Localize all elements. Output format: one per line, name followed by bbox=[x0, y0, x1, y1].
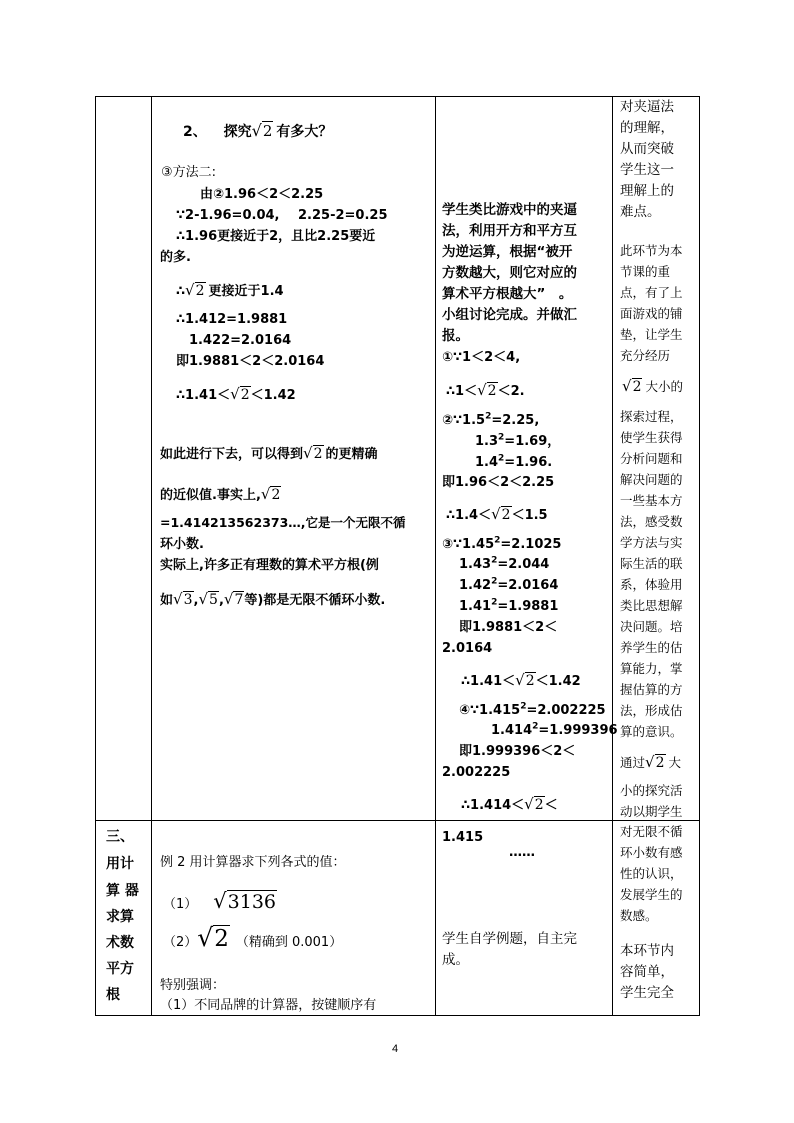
b-para-4: 环小数. bbox=[160, 537, 204, 552]
c-d4 bbox=[459, 597, 559, 614]
r2-c3: 学生自学例题，自主完 bbox=[442, 931, 577, 947]
d-m21: 握估算的方 bbox=[620, 682, 683, 697]
b-para-1-pre: 如此进行下去，可以得到 bbox=[160, 447, 304, 462]
superscript: 2 bbox=[498, 432, 505, 443]
b-line-2b: 2.25-2=0.25 bbox=[298, 208, 388, 223]
sqrt-radicand: 2 bbox=[525, 673, 535, 689]
sqrt-symbol: √ bbox=[515, 671, 525, 689]
r2-b3-post: （精确到 0.001） bbox=[235, 935, 343, 950]
sqrt-radicand: 2 bbox=[534, 797, 544, 813]
d-m15: 际生活的联 bbox=[620, 556, 683, 571]
d-m17: 类比思想解 bbox=[620, 598, 683, 613]
c-c5-post: ＜1.5 bbox=[511, 508, 548, 523]
sqrt-radicand: 2 bbox=[240, 387, 250, 403]
d-m1: 此环节为本 bbox=[620, 243, 683, 258]
c-e1-pre: ④∵1.415 bbox=[459, 703, 521, 718]
title-suffix: 有多大？ bbox=[276, 124, 333, 140]
sqrt-symbol: √ bbox=[491, 505, 501, 523]
sqrt-radicand: 3 bbox=[183, 592, 193, 608]
c-b2-post: ＜2. bbox=[497, 384, 525, 399]
c-a2: 法，利用开方和平方互 bbox=[442, 223, 577, 239]
c-e1 bbox=[459, 701, 606, 718]
r2-a3: 算 器 bbox=[106, 883, 139, 899]
d-m16: 系，体验用 bbox=[620, 577, 683, 592]
sqrt-radicand: 2 bbox=[262, 122, 273, 140]
row-divider bbox=[95, 820, 700, 821]
c-d3 bbox=[459, 576, 559, 593]
sqrt-symbol: √ bbox=[645, 753, 655, 771]
comma: , bbox=[193, 593, 199, 608]
sqrt-radicand: 2 bbox=[501, 507, 511, 523]
d-n1-post: 大 bbox=[668, 755, 682, 770]
d-l3: 从而突破 bbox=[620, 141, 674, 157]
c-a6: 小组讨论完成。并做汇 bbox=[442, 307, 577, 323]
c-b2-pre: ∴1＜ bbox=[446, 384, 478, 399]
sqrt-radicand: 2 bbox=[632, 379, 642, 395]
d-l5: 理解上的 bbox=[620, 183, 674, 199]
r2-a6: 平方 bbox=[106, 961, 134, 977]
r2-a2: 用计 bbox=[106, 856, 134, 872]
b-line-6: ∴1.412=1.9881 bbox=[176, 312, 288, 327]
c-d3-pre: 1.42 bbox=[459, 578, 492, 593]
d-m4: 面游戏的铺 bbox=[620, 306, 683, 321]
r2-b1: 例 2 用计算器求下列各式的值： bbox=[160, 855, 346, 870]
sqrt-symbol: √ bbox=[477, 381, 487, 399]
superscript: 2 bbox=[520, 701, 527, 712]
r2-b3 bbox=[163, 925, 342, 951]
c-d2 bbox=[459, 555, 550, 572]
d-m5: 垫，让学生 bbox=[620, 327, 683, 342]
b-line-4: 的多. bbox=[160, 250, 191, 265]
c-d6: 2.0164 bbox=[442, 641, 493, 656]
sqrt-symbol: √ bbox=[213, 889, 227, 913]
c-a7: 报。 bbox=[442, 328, 469, 344]
sqrt-radicand: 7 bbox=[234, 592, 244, 608]
c-c1-post: =2.25, bbox=[491, 413, 540, 428]
sqrt-radicand: 2 bbox=[655, 755, 665, 771]
c-a5: 算术平方根越大” 。 bbox=[442, 286, 573, 302]
b-para-2-pre: 的近似值.事实上, bbox=[160, 488, 261, 503]
b-para-2 bbox=[160, 487, 281, 502]
d-m3: 点，有了上 bbox=[620, 285, 683, 300]
d-l6: 难点。 bbox=[620, 204, 661, 220]
sqrt-radicand: 2 bbox=[195, 283, 205, 299]
section-title bbox=[183, 123, 332, 139]
c-c3 bbox=[475, 453, 553, 470]
sqrt-radicand: 2 bbox=[271, 487, 281, 503]
d-l2: 的理解， bbox=[620, 120, 674, 136]
sqrt-radicand: 2 bbox=[214, 926, 229, 952]
sqrt-symbol: √ bbox=[197, 923, 214, 952]
title-text: 探究 bbox=[223, 124, 252, 140]
c-c2-post: =1.69， bbox=[504, 434, 561, 449]
c-d7 bbox=[461, 673, 581, 688]
b-line-1: 由②1.96＜2＜2.25 bbox=[200, 187, 324, 202]
col-divider-2 bbox=[435, 96, 436, 1016]
c-c3-pre: 1.4 bbox=[475, 455, 499, 470]
b-line-5-post: 更接近于1.4 bbox=[208, 284, 284, 299]
superscript: 2 bbox=[485, 411, 492, 422]
b-line-9 bbox=[176, 387, 296, 402]
c-c5 bbox=[446, 507, 548, 522]
comma: , bbox=[218, 593, 224, 608]
page-number: 4 bbox=[392, 1043, 399, 1055]
r2-b2-label: （1） bbox=[163, 897, 198, 912]
r2-d6: 本环节内 bbox=[620, 943, 674, 959]
d-m7 bbox=[622, 379, 683, 394]
c-e5 bbox=[461, 797, 558, 812]
r2-c1: 1.415 bbox=[442, 830, 484, 845]
c-e2-pre: 1.414 bbox=[491, 723, 533, 738]
d-m19: 养学生的估 bbox=[620, 640, 683, 655]
r2-d8: 学生完全 bbox=[620, 985, 674, 1001]
sqrt-symbol: √ bbox=[230, 385, 240, 403]
c-b1: ①∵1＜2＜4, bbox=[442, 350, 521, 365]
d-m23: 算的意识。 bbox=[620, 724, 683, 739]
r2-a1: 三、 bbox=[106, 829, 134, 845]
d-m10: 分析问题和 bbox=[620, 451, 683, 466]
title-number: 2、 bbox=[183, 124, 207, 140]
d-m18: 决问题。培 bbox=[620, 619, 683, 634]
r2-b3-label: （2） bbox=[163, 935, 198, 950]
c-e4: 2.002225 bbox=[442, 765, 511, 780]
d-m9: 使学生获得 bbox=[620, 430, 683, 445]
d-m7-post: 大小的 bbox=[645, 379, 683, 394]
c-d1 bbox=[442, 535, 562, 552]
r2-a4: 求算 bbox=[106, 909, 134, 925]
superscript: 2 bbox=[532, 721, 539, 732]
b-para-1 bbox=[160, 446, 378, 461]
superscript: 2 bbox=[498, 453, 505, 464]
r2-d1: 对无限不循 bbox=[620, 824, 683, 839]
b-para-6-pre: 如 bbox=[160, 593, 174, 608]
superscript: 2 bbox=[491, 597, 498, 608]
b-para-5: 实际上,许多正有理数的算术平方根(例 bbox=[160, 558, 379, 573]
r2-b2 bbox=[163, 891, 277, 912]
table-border-top bbox=[95, 96, 700, 97]
r2-c2: …… bbox=[509, 845, 535, 860]
d-m13: 法，感受数 bbox=[620, 514, 683, 529]
c-a4: 方数越大，则它对应的 bbox=[442, 265, 577, 281]
sqrt-symbol: √ bbox=[260, 485, 271, 503]
table-border-bottom bbox=[95, 1015, 700, 1016]
table-border-left bbox=[95, 96, 96, 1016]
b-line-8: 即1.9881＜2＜2.0164 bbox=[176, 354, 325, 369]
b-line-7: 1.422=2.0164 bbox=[189, 333, 292, 348]
c-d2-post: =2.044 bbox=[497, 557, 550, 572]
d-l4: 学生这一 bbox=[620, 162, 674, 178]
d-m14: 学方法与实 bbox=[620, 535, 683, 550]
table-border-right bbox=[699, 96, 700, 1016]
c-d5: 即1.9881＜2＜ bbox=[459, 620, 558, 635]
d-n1-pre: 通过 bbox=[620, 755, 646, 770]
d-n3: 动以期学生 bbox=[620, 804, 683, 819]
b-para-6 bbox=[160, 592, 385, 607]
sqrt-symbol: √ bbox=[622, 377, 632, 395]
c-d1-post: =2.1025 bbox=[500, 537, 562, 552]
sqrt-symbol: √ bbox=[173, 590, 183, 608]
r2-d4: 发展学生的 bbox=[620, 887, 683, 902]
c-a1: 学生类比游戏中的夹逼 bbox=[442, 202, 577, 218]
d-m11: 解决问题的 bbox=[620, 472, 683, 487]
sqrt-radicand: 3136 bbox=[227, 891, 277, 913]
b-para-1-post: 的更精确 bbox=[325, 447, 378, 462]
b-line-5 bbox=[176, 283, 284, 298]
c-d7-post: ＜1.42 bbox=[535, 674, 581, 689]
sqrt-symbol: √ bbox=[524, 795, 534, 813]
col-divider-3 bbox=[612, 96, 613, 1016]
c-c5-pre: ∴1.4＜ bbox=[446, 508, 492, 523]
c-d2-pre: 1.43 bbox=[459, 557, 492, 572]
r2-d2: 环小数有感 bbox=[620, 845, 683, 860]
col-divider-1 bbox=[151, 96, 152, 1016]
c-a3: 为逆运算，根据“被开 bbox=[442, 244, 573, 260]
sqrt-symbol: √ bbox=[251, 121, 262, 140]
c-c1 bbox=[442, 411, 540, 428]
sqrt-symbol: √ bbox=[223, 590, 234, 608]
c-e2 bbox=[491, 721, 618, 738]
sqrt-radicand: 5 bbox=[209, 592, 218, 608]
b-para-3: =1.414213562373…,它是一个无限不循 bbox=[160, 515, 406, 530]
d-n1 bbox=[620, 755, 681, 770]
d-m8: 探索过程， bbox=[620, 409, 683, 424]
sqrt-symbol: √ bbox=[198, 590, 209, 608]
sqrt-symbol: √ bbox=[185, 281, 195, 299]
c-e2-post: =1.999396 bbox=[538, 723, 618, 738]
c-c3-post: =1.96. bbox=[504, 455, 553, 470]
c-b2 bbox=[446, 383, 525, 398]
c-d3-post: =2.0164 bbox=[497, 578, 559, 593]
d-m12: 一些基本方 bbox=[620, 493, 683, 508]
c-d4-pre: 1.41 bbox=[459, 599, 492, 614]
b-line-9-pre: ∴1.41＜ bbox=[176, 388, 231, 403]
method-heading: ③方法二: bbox=[161, 165, 217, 180]
c-e1-post: =2.002225 bbox=[526, 703, 606, 718]
b-line-5-pre: ∴ bbox=[176, 284, 186, 299]
c-c4: 即1.96＜2＜2.25 bbox=[442, 475, 555, 490]
c-e3: 即1.999396＜2＜ bbox=[459, 744, 576, 759]
superscript: 2 bbox=[491, 555, 498, 566]
r2-b4: 特别强调： bbox=[160, 978, 226, 993]
b-line-2a: ∵2-1.96=0.04, bbox=[176, 208, 280, 223]
c-d4-post: =1.9881 bbox=[497, 599, 559, 614]
c-c2 bbox=[475, 432, 561, 449]
sqrt-symbol: √ bbox=[303, 444, 313, 462]
r2-d7: 容简单， bbox=[620, 964, 674, 980]
d-m2: 节课的重 bbox=[620, 264, 671, 279]
c-c2-pre: 1.3 bbox=[475, 434, 499, 449]
superscript: 2 bbox=[494, 535, 501, 546]
b-para-6-post: 等)都是无限不循环小数. bbox=[244, 593, 386, 608]
r2-a7: 根 bbox=[106, 987, 120, 1003]
d-l1: 对夹逼法 bbox=[620, 99, 674, 115]
r2-c4: 成。 bbox=[442, 952, 469, 968]
d-n2: 小的探究活 bbox=[620, 783, 683, 798]
c-d7-pre: ∴1.41＜ bbox=[461, 674, 516, 689]
c-e5-pre: ∴1.414＜ bbox=[461, 798, 525, 813]
r2-d5: 数感。 bbox=[620, 908, 658, 923]
c-e5-post: ＜ bbox=[544, 798, 558, 813]
r2-a5: 术数 bbox=[106, 935, 134, 951]
c-d1-pre: ③∵1.45 bbox=[442, 537, 495, 552]
b-line-9-post: ＜1.42 bbox=[250, 388, 296, 403]
r2-b5: （1）不同品牌的计算器，按键顺序有 bbox=[160, 998, 377, 1013]
sqrt-radicand: 2 bbox=[313, 446, 323, 462]
d-m6: 充分经历 bbox=[620, 348, 671, 363]
c-c1-pre: ②∵1.5 bbox=[442, 413, 486, 428]
r2-d3: 性的认识， bbox=[620, 866, 683, 881]
b-line-3: ∴1.96更接近于2，且比2.25要近 bbox=[176, 229, 376, 244]
d-m20: 算能力，掌 bbox=[620, 661, 683, 676]
d-m22: 法，形成估 bbox=[620, 703, 683, 718]
sqrt-radicand: 2 bbox=[487, 383, 497, 399]
superscript: 2 bbox=[491, 576, 498, 587]
